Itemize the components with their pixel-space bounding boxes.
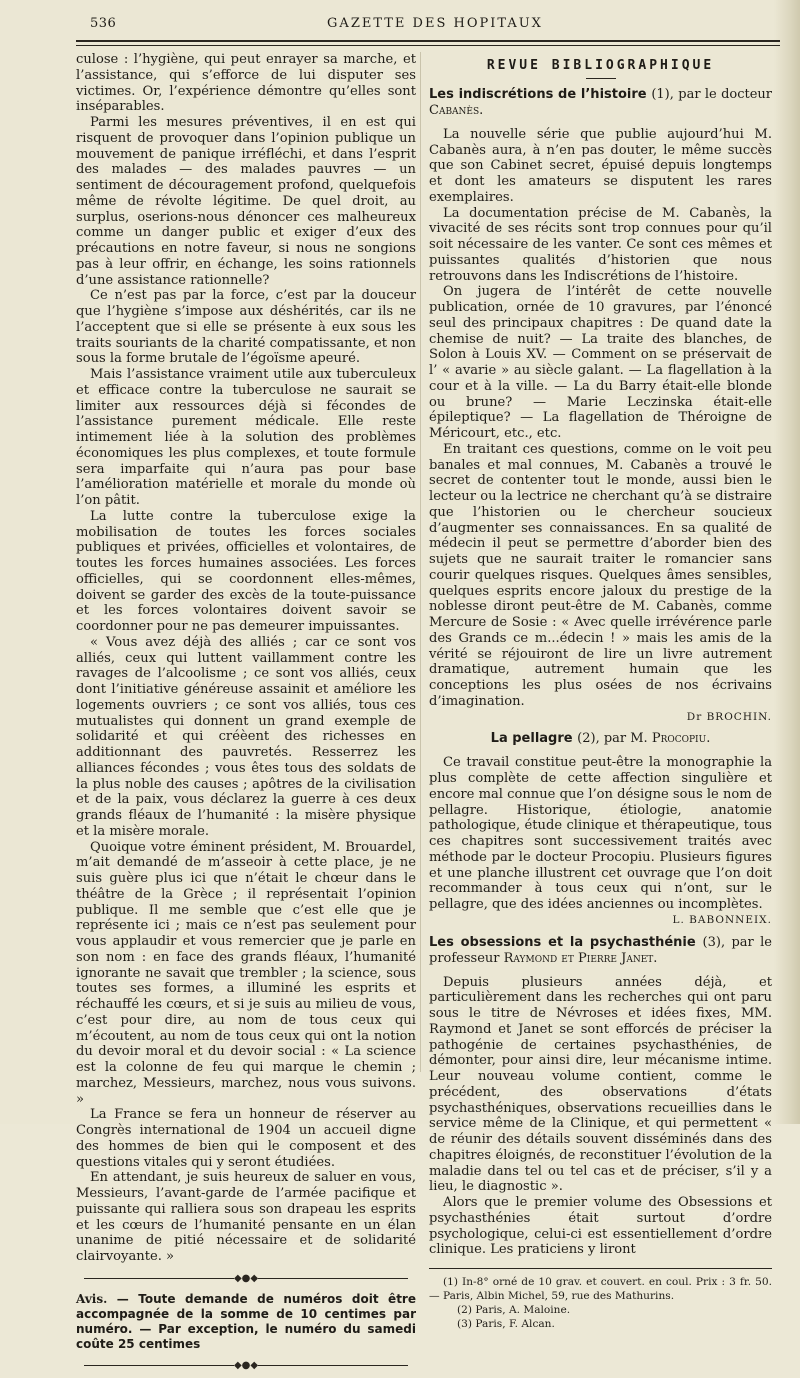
review3-note-ref: (3) <box>702 934 721 950</box>
left-paragraph-2: Parmi les mesures préventives, il en est qui risquent de provoquer dans l’opinion publique un mouvement de panique irréfléchi, et dans l’esprit des malades — des malades pauvres — un sentiment de découragement profond, quelquefois même de révolte légitime. De quel droit, au surplus, oserions-nous dénoncer ces malheureux comme un danger public et exiger d’eux des précautions en notre faveur, si nous ne songions pas à leur offrir, en échange, les soins rationnels d’une assistance rationnelle? <box>76 115 416 288</box>
left-paragraph-4: Mais l’assistance vraiment utile aux tuberculeux et efficace contre la tuberculose ne saurait se limiter aux ressources déjà si fécondes de l’assistance purement médicale. Elle reste intimement liée à la solution des problèmes économiques les plus complexes, et toute formule sera imparfaite qui n’aura pas pour base l’amélioration matérielle et morale du monde où l’on pâtit. <box>76 367 416 508</box>
review1-signature: Dr BROCHIN. <box>686 710 772 723</box>
review2-paragraph: Ce travail constitue peut-être la monographie la plus complète de cette affection singulière et encore mal connue que l’on désigne sous le nom de pellagre. Historique, étiologie, anatomie pathologique, étude clinique et thérapeutique, tous ces chapitres sont successivement traités avec méthode par le docteur Procopiu. Plusieurs figures et une planche illustrent cet ouvrage que l’on doit recommander à tous ceux qui n’ont, sur le pellagre, que des idées anciennes ou incomplètes. <box>429 755 772 912</box>
review1-title: Les indiscrétions de l’histoire <box>429 86 647 102</box>
review3-heading <box>429 935 772 967</box>
header-rule-thick <box>76 40 780 42</box>
review1-author: Cabanès. <box>429 102 484 118</box>
review1-heading <box>429 87 772 119</box>
left-paragraph-7: Quoique votre éminent président, M. Brouardel, m’ait demandé de m’asseoir à cette place, je ne suis guère plus ici que n’était le chœur dans le théâtre de la Grèce ; il représentait l’opinion publique. Il me semble que c’est elle que je représente ici ; mais ce n’est pas seulement pour vous applaudir et vous remercier que je parle en son nom : en face des grands fléaux, l’humanité ignorante ne savait que trembler ; la science, sous toutes ses formes, a illuminé les esprits et réchauffé les cœurs, et si je suis au milieu de vous, c’est pour dire, au nom de tous ceux qui m’écoutent, au nom de tous ceux qui ont la notion du devoir moral et du devoir social : « La science est la colonne de feu qui marque le chemin ; marchez, Messieurs, marchez, nous vous suivons. » <box>76 839 416 1107</box>
review3-title: Les obsessions et la psychasthénie <box>429 934 696 950</box>
left-paragraph-9: En attendant, je suis heureux de saluer en vous, Messieurs, l’avant-garde de l’armée pacifique et puissante qui ralliera sous son drapeau les esprits et les cœurs de l’humanité pensante en un élan unanime de pitié nécessaire et de solidarité clairvoyante. » <box>76 1170 416 1264</box>
review3-paragraph-1: Depuis plusieurs années déjà, et particulièrement dans les recherches qui ont paru sous le titre de Névroses et idées fixes, MM. Raymond et Janet se sont efforcés de préciser la pathogénie de certaines psychasthénies, de démonter, pour ainsi dire, leur mécanisme intime. Leur nouveau volume contient, comme le précédent, des observations d’états psychasthéniques, observations recueillies dans le service même de la Clinique, et qui permettent « de réunir des détails souvent disséminés dans des chapitres éloignés, de reconstituer l’évolution de la maladie dans tel ou tel cas et de préciser, s’il y a lieu, le diagnostic ». <box>429 974 772 1195</box>
review1-by: , par le docteur <box>669 86 773 102</box>
footnote-3: (3) Paris, F. Alcan. <box>457 1318 555 1330</box>
review3-paragraph-2: Alors que le premier volume des Obsessions et psychasthénies était surtout d’ordre psychologique, celui-ci est essentiellement d’ordre clinique. Les praticiens y liront <box>429 1195 772 1258</box>
review2-note-ref: (2) <box>577 731 596 747</box>
footnote-2: (2) Paris, A. Maloine. <box>457 1304 571 1316</box>
review1-paragraph-3: On jugera de l’intérêt de cette nouvelle publication, ornée de 10 gravures, par l’énoncé seul des principaux chapitres : De quand date la chemise de nuit? — La traite des blanches, de Solon à Louis XV. — Comment on se préservait de l’ « avarie » au siècle galant. — La flagellation à la cour et à la ville. — La du Barry était-elle blonde ou brune? — Marie Leczinska était-elle épileptique? — La flagellation de Théroigne de Méricourt, etc., etc. <box>429 284 772 441</box>
avis-text: — Toute demande de numéros doit être accompagnée de la somme de 10 centimes par numéro. — Par exception, le numéro du samedi coûte 25 centimes <box>76 1291 416 1351</box>
left-column <box>76 52 416 1378</box>
left-paragraph-8: La France se fera un honneur de réserver au Congrès international de 1904 un accueil digne des hommes de bien qui le composent et des questions vitales qui y seront étudiées. <box>76 1107 416 1170</box>
ornament-divider-top: ◆●◆ <box>76 1271 416 1287</box>
review1-note-ref: (1) <box>651 86 670 102</box>
review2-signature: L. BABONNEIX. <box>672 913 772 926</box>
left-paragraph-5: La lutte contre la tuberculose exige la mobilisation de toutes les forces sociales publiques et privées, officielles et volontaires, de toutes les forces humaines associées. Les forces officielles, qui se coordonnent elles-mêmes, doivent se garder des excès de la toute-puissance et les forces volontaires doivent savoir se coordonner pour ne pas demeurer impuissantes. <box>76 508 416 634</box>
review2-title: La pellagre <box>490 731 573 747</box>
left-paragraph-1: culose : l’hygiène, qui peut enrayer sa marche, et l’assistance, qui s’efforce de lui disputer ses victimes. Or, l’expérience démontre qu’elles sont inséparables. <box>76 52 416 115</box>
left-paragraph-3: Ce n’est pas par la force, c’est par la douceur que l’hygiène s’impose aux déshérités, car ils ne l’acceptent que si elle se présente à eux sous les traits souriants de la charité compatissante, et non sous la forme brutale de l’égoïsme apeuré. <box>76 288 416 367</box>
review1-paragraph-1: La nouvelle série que publie aujourd’hui M. Cabanès aura, à n’en pas douter, le même succès que son Cabinet secret, épuisé depuis longtemps et dont les amateurs se disputent les rares exemplaires. <box>429 126 772 205</box>
footnote-1: (1) In-8° orné de 10 grav. et couvert. en coul. Prix : 3 fr. 50. — Paris, Albin Michel, 59, rue des Mathurins. <box>429 1276 772 1302</box>
page-header <box>90 14 780 36</box>
running-title: GAZETTE DES HOPITAUX <box>327 16 543 31</box>
ornament-divider-bottom: ◆●◆ <box>76 1358 416 1374</box>
column-divider <box>420 52 421 1072</box>
avis-notice <box>76 1292 416 1352</box>
footnote-rule <box>429 1268 772 1269</box>
review2-by: , par M. <box>595 731 652 747</box>
section-title: REVUE BIBLIOGRAPHIQUE <box>486 58 715 73</box>
review1-paragraph-4: En traitant ces questions, comme on le voit peu banales et mal connues, M. Cabanès a trouvé le secret de contenter tout le monde, aussi bien le lecteur ou la lectrice ne cherchant qu’à se distraire que l’historien ou le chercheur soucieux d’augmenter ses connaissances. En sa qualité de médecin il peut se permettre d’aborder bien des sujets que ne saurait traiter le romancier sans courir quelques risques. Quelques âmes sensibles, quelques esprits encore jaloux du prestige de la noblesse diront peut-être de M. Cabanès, comme Mercure de Sosie : « Avec quelle irrévérence parle des Grands ce m...édecin ! » mais les amis de la vérité se réjouiront de lire un livre autrement dramatique, autrement humain que les conceptions les plus osées de nos écrivains d’imagination. <box>429 441 772 709</box>
page-edge-shadow <box>774 0 800 1124</box>
review3-author: Raymond et Pierre Janet. <box>503 950 658 966</box>
left-paragraph-6: « Vous avez déjà des alliés ; car ce sont vos alliés, ceux qui luttent vaillamment contre les ravages de l’alcoolisme ; ce sont vos alliés, ceux dont l’initiative généreuse assainit et améliore les logements ouvriers ; ce sont vos alliés, tous ces mutualistes qui donnent un grand exemple de solidarité et qui créèent des richesses en additionnant des pauvretés. Resserrez les alliances fécondes ; vous êtes tous des soldats de la plus noble des causes ; apôtres de la civilisation et de la paix, vous déclarez la guerre à ces deux grands fléaux de l’humanité : la misère physique et la misère morale. <box>76 634 416 839</box>
review2-heading <box>429 731 772 747</box>
review3-by: , par le professeur <box>429 934 772 966</box>
review1-paragraph-2: La documentation précise de M. Cabanès, la vivacité de ses récits sont trop connues pour qu’il soit nécessaire de les vanter. Ce sont ces mêmes et puissantes qualités d’historien que nous retrouvons dans les Indiscrétions de l’histoire. <box>429 205 772 284</box>
header-rule-thin <box>76 45 780 46</box>
avis-label: Avis. <box>76 1291 108 1306</box>
page-number: 536 <box>90 16 117 31</box>
right-column <box>429 52 772 1331</box>
review2-author: Procopiu. <box>651 731 711 747</box>
section-title-rule <box>586 78 616 79</box>
